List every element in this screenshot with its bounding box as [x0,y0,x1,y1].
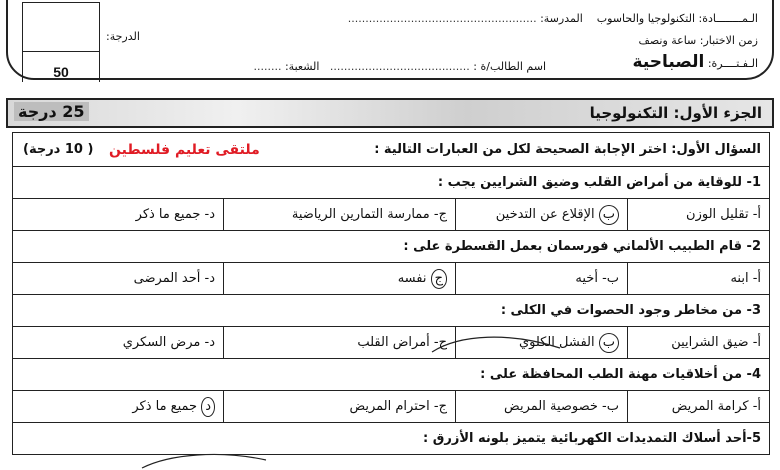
item4-choices-row [13,391,769,423]
item4-choice-d[interactable]: د جميع ما ذكر [13,391,223,422]
item1-choice-c[interactable]: ج- ممارسة التمارين الرياضية [223,199,455,230]
item1-choices-row [13,199,769,231]
item2-choices [13,263,769,294]
item1-stem: 1- للوقاية من أمراض القلب وضيق الشرايين يجب : [437,175,761,190]
item1-choice-d[interactable]: د- جميع ما ذكر [135,207,215,222]
grade-line [106,30,140,43]
duration-label: زمن الاختبار: [699,34,758,47]
score-box [22,2,100,82]
item3-stem-row [13,295,769,327]
question1-header [13,133,769,167]
section-label: الشعبة: [284,60,320,73]
subject-value: التكنولوجيا والحاسوب [596,12,695,25]
item2-choice-a[interactable]: أ- ابنه [627,263,769,294]
answer-circle: ب [599,205,619,225]
item4-choice-c[interactable]: ج- احترام المريض [223,391,455,422]
student-label: اسم الطالب/ة : [473,60,546,73]
subject-line [348,12,758,25]
answer-circle: د [201,397,215,417]
item5-stem-row [13,423,769,455]
item3-choice-b[interactable]: ب الفشل الكلوي [455,327,627,358]
item4-choice-b[interactable]: ب- خصوصية المريض [455,391,627,422]
questions-table [12,132,770,455]
question1-title: السؤال الأول: اختر الإجابة الصحيحة لكل من العبارات التالية : [374,142,761,157]
item1-stem-row [13,167,769,199]
score-divider [23,51,99,52]
item5-stem: 5-أحد أسلاك التمديدات الكهربائية يتميز بلونه الأزرق : [423,431,761,446]
total-score: 50 [53,64,69,80]
section-title: الجزء الأول: التكنولوجيا [589,104,762,122]
item3-choice-d[interactable]: د- مرض السكري [122,335,215,350]
item4-choice-a[interactable]: أ- كرامة المريض [627,391,769,422]
student-line [253,60,546,73]
period-label: الـفـتــــرة: [707,57,758,70]
period-line [633,52,758,72]
section-marks: 25 درجة [14,102,89,121]
duration-line [638,34,758,47]
school-dots: ...................................................... [347,12,537,25]
school-label: المدرسة: [540,12,583,25]
item2-choices-row [13,263,769,295]
student-dots: ........................................ [329,60,470,73]
item2-choice-b[interactable]: ب- أخيه [455,263,627,294]
section-title-bar [6,98,774,128]
item4-stem: 4- من أخلاقيات مهنة الطب المحافظة على : [480,367,761,382]
answer-circle: ب [599,333,619,353]
item3-choice-a[interactable]: أ- ضيق الشرايين [627,327,769,358]
item4-choices [13,391,769,422]
item1-choice-a[interactable]: أ- تقليل الوزن [627,199,769,230]
question1-points: ( 10 درجة) [23,142,94,157]
grade-label: الدرجة: [106,30,140,43]
item3-stem: 3- من مخاطر وجود الحصوات في الكلى : [500,303,761,318]
item2-choice-d[interactable]: د- أحد المرضى [133,271,215,286]
period-value: الصباحية [632,52,705,72]
item3-choice-c[interactable]: ج- أمراض القلب [223,327,455,358]
item1-choice-b[interactable]: ب الإقلاع عن التدخين [455,199,627,230]
answer-circle: ج [431,269,447,289]
item1-choices [13,199,769,230]
section-dots: ........ [253,60,282,73]
item2-choice-c[interactable]: ج نفسه [223,263,455,294]
item3-choices [13,327,769,358]
subject-label: الـمــــــــادة: [698,12,758,25]
watermark-text: ملتقى تعليم فلسطين [109,142,260,158]
item2-stem-row [13,231,769,263]
exam-header [6,0,774,80]
duration-value: ساعة ونصف [638,34,697,47]
item4-stem-row [13,359,769,391]
item2-stem: 2- قام الطبيب الألماني فورسمان بعمل القسطرة على : [403,239,761,254]
item3-choices-row [13,327,769,359]
